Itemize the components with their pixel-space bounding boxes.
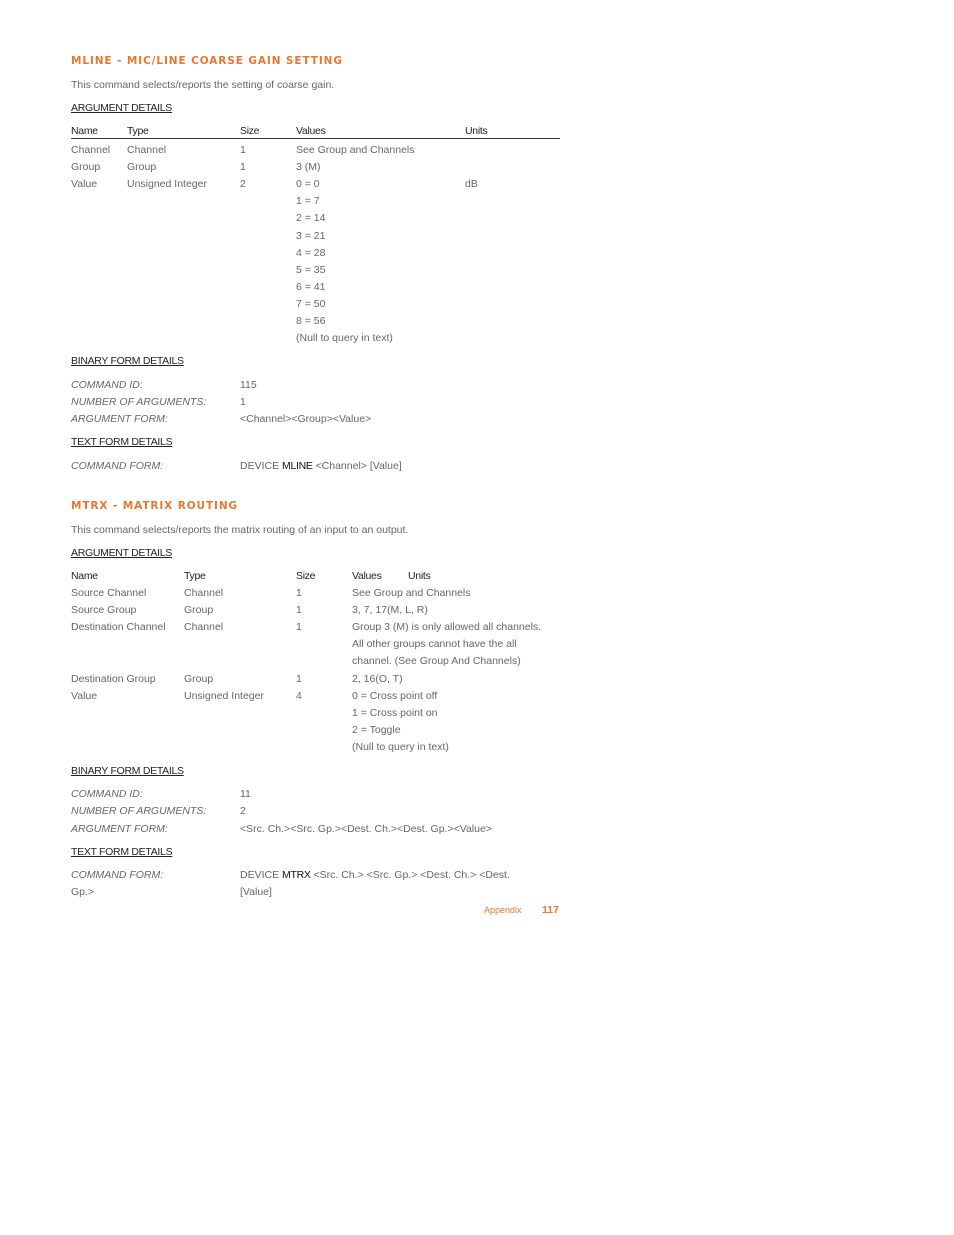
table-cell: Unsigned Integer bbox=[127, 178, 207, 191]
table-cell: 2 = Toggle bbox=[352, 723, 401, 736]
section-heading-mtrx: MTRX - MATRIX ROUTING bbox=[71, 500, 239, 512]
column-header-name: Name bbox=[71, 125, 98, 137]
table-cell: Group bbox=[71, 161, 101, 174]
section-heading-mline: MLINE - MIC/LINE COARSE GAIN SETTING bbox=[71, 55, 343, 67]
column-header-type: Type bbox=[184, 570, 206, 582]
binary-form-details-label: BINARY FORM DETAILS bbox=[71, 355, 184, 367]
command-keyword: MTRX bbox=[282, 869, 311, 881]
table-cell: Source Channel bbox=[71, 587, 147, 599]
table-cell: See Group and Channels bbox=[296, 144, 415, 156]
table-cell: 0 = 0 bbox=[296, 178, 320, 191]
table-cell: Value bbox=[71, 689, 98, 702]
table-cell: 1 bbox=[240, 144, 246, 156]
table-cell: (Null to query in text) bbox=[352, 740, 449, 753]
table-cell: Destination Group bbox=[71, 672, 156, 685]
command-form-key-continued: Gp.> bbox=[71, 886, 95, 898]
column-header-values: Values bbox=[296, 125, 326, 137]
binary-key: ARGUMENT FORM: bbox=[71, 822, 168, 835]
table-cell: Channel bbox=[184, 621, 224, 634]
table-cell: 5 = 35 bbox=[296, 263, 326, 276]
table-cell: All other groups cannot have the all bbox=[352, 638, 517, 651]
table-cell: Group bbox=[127, 161, 157, 174]
column-header-size: Size bbox=[296, 570, 316, 582]
text-form-details-label: TEXT FORM DETAILS bbox=[71, 436, 173, 448]
table-cell: 3 (M) bbox=[296, 161, 321, 174]
table-cell: 1 bbox=[296, 604, 302, 617]
table-cell: See Group and Channels bbox=[352, 587, 471, 599]
table-cell: (Null to query in text) bbox=[296, 332, 393, 345]
table-cell: 0 = Cross point off bbox=[352, 689, 438, 702]
table-cell: Destination Channel bbox=[71, 621, 166, 634]
binary-value: 11 bbox=[240, 788, 251, 800]
command-form-value: DEVICE MLINE <Channel> [Value] bbox=[240, 460, 402, 472]
table-cell: 4 = 28 bbox=[296, 246, 326, 259]
table-cell: Source Group bbox=[71, 604, 137, 617]
table-cell: 1 bbox=[296, 587, 302, 599]
argument-details-label: ARGUMENT DETAILS bbox=[71, 547, 172, 559]
table-cell: 6 = 41 bbox=[296, 280, 326, 293]
table-cell: 2, 16(O, T) bbox=[352, 672, 403, 685]
table-cell: 3, 7, 17(M, L, R) bbox=[352, 604, 428, 617]
binary-key: NUMBER OF ARGUMENTS: bbox=[71, 396, 207, 409]
table-cell: channel. (See Group And Channels) bbox=[352, 655, 521, 668]
column-header-type: Type bbox=[127, 125, 149, 137]
binary-value: <Channel><Group><Value> bbox=[240, 413, 372, 426]
command-form-value-continued: [Value] bbox=[240, 886, 272, 898]
table-cell: 2 = 14 bbox=[296, 212, 326, 225]
table-cell: 4 bbox=[296, 689, 302, 702]
footer-section-label: Appendix bbox=[484, 905, 522, 915]
argument-details-label: ARGUMENT DETAILS bbox=[71, 102, 172, 114]
command-keyword: MLINE bbox=[282, 460, 313, 472]
table-cell: 1 bbox=[296, 621, 302, 634]
binary-value: 1 bbox=[240, 396, 246, 409]
table-cell: dB bbox=[465, 178, 478, 191]
command-form-key: COMMAND FORM: bbox=[71, 869, 164, 881]
table-cell: 8 = 56 bbox=[296, 315, 326, 327]
command-form-key: COMMAND FORM: bbox=[71, 460, 164, 472]
column-header-units: Units bbox=[408, 570, 431, 582]
column-header-values: Values bbox=[352, 570, 382, 582]
binary-value: 2 bbox=[240, 805, 246, 818]
section-description-mline: This command selects/reports the setting of coarse gain. bbox=[71, 79, 335, 91]
table-cell: Unsigned Integer bbox=[184, 689, 264, 702]
table-cell: Group bbox=[184, 604, 214, 617]
binary-key: COMMAND ID: bbox=[71, 788, 143, 800]
binary-key: ARGUMENT FORM: bbox=[71, 413, 168, 426]
column-header-units: Units bbox=[465, 125, 488, 137]
table-cell: Group 3 (M) is only allowed all channels. bbox=[352, 621, 542, 634]
page-number: 117 bbox=[542, 904, 559, 916]
binary-form-details-label: BINARY FORM DETAILS bbox=[71, 765, 184, 777]
table-header-rule bbox=[71, 138, 560, 139]
table-cell: 7 = 50 bbox=[296, 297, 326, 310]
section-description-mtrx: This command selects/reports the matrix routing of an input to an output. bbox=[71, 524, 409, 536]
table-cell: 3 = 21 bbox=[296, 229, 326, 242]
column-header-name: Name bbox=[71, 570, 98, 582]
table-cell: Value bbox=[71, 178, 98, 191]
binary-key: NUMBER OF ARGUMENTS: bbox=[71, 805, 207, 818]
table-cell: 1 bbox=[296, 672, 302, 685]
binary-value: <Src. Ch.><Src. Gp.><Dest. Ch.><Dest. Gp.><Value> bbox=[240, 822, 492, 835]
binary-value: 115 bbox=[240, 379, 257, 391]
table-cell: Channel bbox=[71, 144, 111, 156]
table-cell: Channel bbox=[127, 144, 167, 156]
table-cell: Channel bbox=[184, 587, 224, 599]
text-form-details-label: TEXT FORM DETAILS bbox=[71, 846, 173, 858]
table-cell: Group bbox=[184, 672, 214, 685]
table-cell: 1 bbox=[240, 161, 246, 174]
column-header-size: Size bbox=[240, 125, 260, 137]
table-cell: 1 = Cross point on bbox=[352, 706, 438, 719]
command-form-value: DEVICE MTRX <Src. Ch.> <Src. Gp.> <Dest. Ch.> <Dest. bbox=[240, 869, 510, 881]
table-cell: 2 bbox=[240, 178, 246, 191]
table-cell: 1 = 7 bbox=[296, 195, 320, 208]
binary-key: COMMAND ID: bbox=[71, 379, 143, 391]
